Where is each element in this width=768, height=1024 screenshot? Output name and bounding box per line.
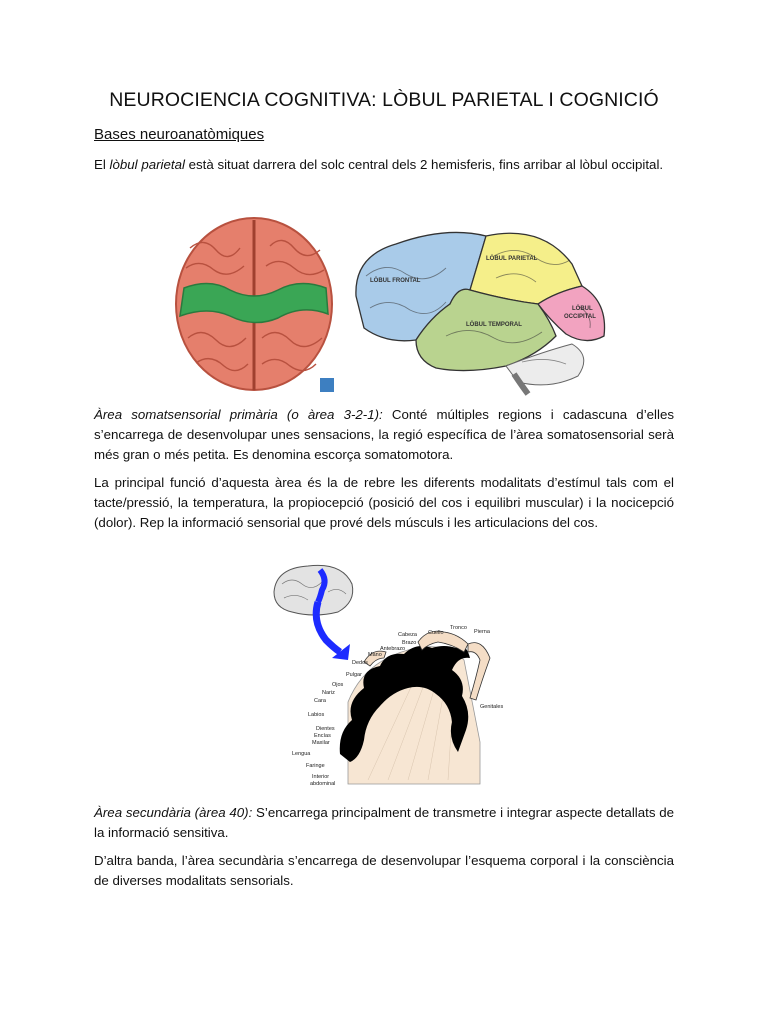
label-occipital-1: LÒBUL: [572, 306, 593, 312]
label-tronco: Tronco: [450, 625, 467, 631]
label-labios: Labios: [308, 712, 325, 718]
label-cuello: Cuello: [428, 630, 444, 636]
somato-text: Conté múltiples regions i cadascuna d’elles s’encarrega de desenvolupar unes sensacions, la regió específica de l’àrea somatosensorial serà més gran o més petita. Es denomina escorça somatomotora.: [94, 407, 674, 462]
label-temporal: LÒBUL TEMPORAL: [466, 322, 522, 328]
label-parietal: LÒBUL PARIETAL: [486, 256, 538, 262]
function-paragraph: La principal funció d’aquesta àrea és la de rebre les diferents modalitats d’estímul tals com el tacte/pressió, la temperatura, la propiocepció (posició del cos i equilibri muscular) i la nocicepció (dolor). Rep la informació sensorial que prové dels músculs i les articulacions del cos.: [94, 475, 674, 530]
logo-badge: [320, 378, 334, 392]
label-ojos: Ojos: [332, 682, 344, 688]
label-frontal: LÒBUL FRONTAL: [370, 278, 421, 284]
label-interior: Interior: [312, 774, 330, 780]
label-pierna: Pierna: [474, 629, 490, 635]
somato-term: Àrea somatsensorial primària (o àrea 3-2-1):: [94, 407, 383, 422]
label-dientes: Dientes: [316, 726, 335, 732]
brain-lobes-figure: [346, 216, 616, 394]
label-brazo: Brazo: [402, 640, 417, 646]
somato-paragraph: [94, 405, 674, 465]
section-heading: Bases neuroanatòmiques: [94, 126, 265, 143]
label-dedos: Dedos: [352, 660, 368, 666]
label-abdominal: abdominal: [310, 781, 336, 787]
label-pulgar: Pulgar: [346, 672, 362, 678]
label-cara: Cara: [314, 698, 326, 704]
label-cabeza: Cabeza: [398, 632, 417, 638]
intro-paragraph: [94, 155, 674, 175]
page-title: NEUROCIENCIA COGNITIVA: LÒBUL PARIETAL I COGNICIÓ: [109, 89, 659, 111]
label-genitales: Genitales: [480, 704, 504, 710]
intro-term: lòbul parietal: [109, 157, 185, 172]
label-encias: Encías: [314, 733, 331, 739]
brain-top-view-figure: [170, 218, 340, 396]
label-mano: Mano: [368, 652, 382, 658]
label-faringe: Faringe: [306, 763, 325, 769]
label-nariz: Nariz: [322, 690, 335, 696]
intro-pre: El: [94, 157, 110, 172]
homunculus-figure: [268, 562, 504, 794]
secondary-term: Àrea secundària (àrea 40):: [94, 805, 253, 820]
secondary-paragraph: [94, 803, 674, 843]
last-paragraph: D’altra banda, l’àrea secundària s’encarrega de desenvolupar l’esquema corporal i la consciència de diverses modalitats sensorials.: [94, 853, 674, 888]
intro-post: està situat darrera del solc central dels 2 hemisferis, fins arribar al lòbul occipital.: [184, 157, 664, 172]
label-antebrazo: Antebrazo: [380, 646, 406, 652]
label-maxilar: Maxilar: [312, 740, 330, 746]
label-occipital-2: OCCIPITAL: [564, 314, 596, 320]
label-lengua: Lengua: [292, 751, 311, 757]
secondary-text: S’encarrega principalment de transmetre i integrar aspecte detallats de la informació sensitiva.: [94, 805, 674, 840]
